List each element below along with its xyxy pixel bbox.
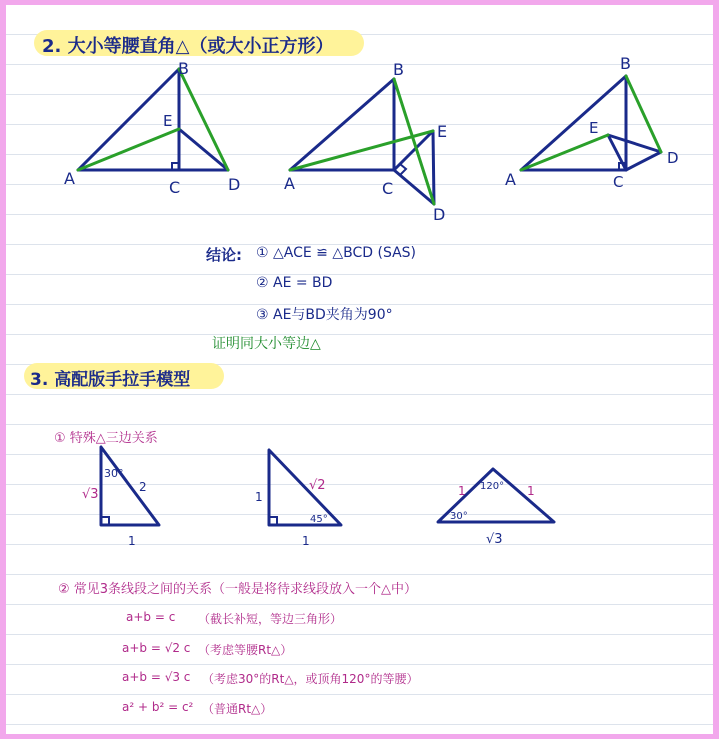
tri3-top-angle: 120° [480,481,505,492]
conclusion-1: ① △ACE ≌ △BCD (SAS) [256,245,417,261]
fig3-label-E: E [589,119,599,137]
conclusion-2: ② AE = BD [256,275,333,291]
tri3-base-angle: 30° [450,511,468,522]
tri2-angle: 45° [310,514,328,525]
relation-3-formula: a+b = √3 c [122,670,191,684]
triangle-30-60-90 [101,447,159,525]
fig3-label-D: D [667,149,679,167]
conclusion-3: ③ AE与BD夹角为90° [256,307,393,323]
fig1-label-E: E [163,112,173,130]
tri2-bottom: 1 [302,534,310,548]
fig1-label-C: C [169,178,181,197]
relation-4-formula: a² + b² = c² [122,700,194,714]
tri3-base: √3 [486,532,503,547]
tri2-hyp: √2 [309,478,326,493]
fig2-label-D: D [433,205,446,224]
tri1-hyp: 2 [139,480,147,494]
tri1-left: √3 [82,487,99,502]
fig3-label-B: B [620,54,631,73]
tri3-right-side: 1 [527,484,535,498]
section3-title: 3. 高配版手拉手模型 [30,370,191,390]
relation-4-note: （普通Rt△） [202,702,273,716]
fig2-label-E: E [437,122,448,141]
relation-2-note: （考虑等腰Rt△） [198,643,293,657]
section3-subtitle: ① 特殊△三边关系 [54,431,158,446]
triangle-45-45-90 [269,450,341,525]
relation-1-formula: a+b = c [126,610,176,624]
relation-1-note: （截长补短，等边三角形） [198,612,343,626]
figure-2 [290,79,434,204]
tri1-angle: 30° [104,467,124,480]
tri2-left: 1 [255,490,263,504]
section2-title: 2. 大小等腰直角△（或大小正方形） [42,36,334,57]
fig2-label-C: C [382,179,394,198]
fig2-label-B: B [393,60,404,79]
relation-2-formula: a+b = √2 c [122,641,191,655]
fig1-label-A: A [64,169,75,188]
conclusion-label: 结论: [206,246,242,264]
fig2-label-A: A [284,174,295,193]
notebook-page [6,5,713,734]
proof-note: 证明同大小等边△ [212,336,321,352]
fig3-label-A: A [505,170,516,189]
relations-title: ② 常见3条线段之间的关系（一般是将待求线段放入一个△中） [58,582,418,597]
fig1-label-D: D [228,175,241,194]
figure-1 [78,69,228,170]
relation-3-note: （考虑30°的Rt△，或顶角120°的等腰） [202,672,419,686]
tri1-bottom: 1 [128,534,136,548]
tri3-left-side: 1 [458,484,466,498]
fig1-label-B: B [178,59,189,78]
fig3-label-C: C [613,173,624,191]
